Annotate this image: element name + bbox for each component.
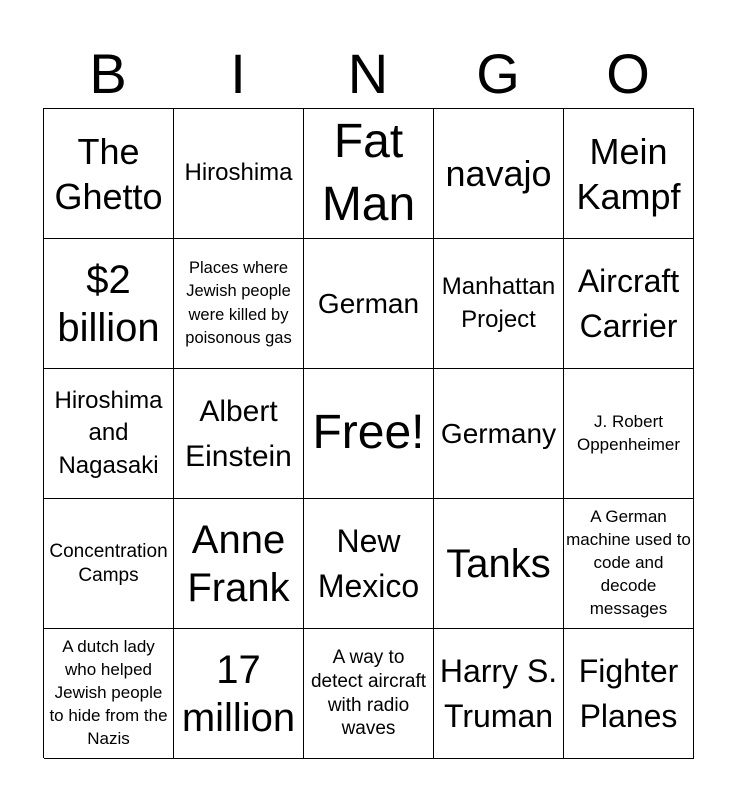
bingo-cell[interactable] [44,629,174,759]
free-space-label: Free! [312,406,425,460]
bingo-cell[interactable] [434,499,564,629]
bingo-cell[interactable] [564,109,694,239]
bingo-cell[interactable] [174,629,304,759]
bingo-cell-label: Germany [440,417,557,449]
bingo-cell[interactable] [564,239,694,369]
header-letter-g: G [476,42,520,105]
bingo-cell[interactable] [44,239,174,369]
bingo-cell[interactable] [44,369,174,499]
bingo-cell-label: A dutch lady who helped Jewish people to hide from the Nazis [49,637,168,748]
header-letter-b: B [89,42,127,105]
bingo-cell[interactable] [304,499,434,629]
bingo-cell[interactable] [304,239,434,369]
bingo-cell[interactable] [44,499,174,629]
bingo-cell[interactable] [174,239,304,369]
bingo-cell[interactable] [304,109,434,239]
bingo-cell-label: Fat Man [321,115,416,231]
bingo-cell-label: German [317,287,420,319]
bingo-cell[interactable] [174,499,304,629]
header-letter-n: N [347,42,389,105]
bingo-cell-label: Tanks [446,541,551,586]
bingo-cell[interactable] [174,369,304,499]
bingo-cell-label: Hiroshima [184,159,293,187]
bingo-cell[interactable] [434,369,564,499]
bingo-cell-label: Fighter Planes [578,652,679,734]
bingo-cell-label: Harry S. Truman [439,652,558,734]
bingo-card-grid [43,108,694,758]
bingo-cell-label: $2 billion [57,257,160,350]
header-letter-o: O [606,42,650,105]
bingo-cell-label: Manhattan Project [441,273,556,333]
bingo-cell[interactable] [564,499,694,629]
bingo-cell-label: navajo [445,153,552,194]
header-letter-i: I [230,42,246,105]
bingo-cell-label: A German machine used to code and decode messages [566,507,691,618]
bingo-cell-label: The Ghetto [54,130,163,217]
bingo-cell[interactable] [564,629,694,759]
bingo-cell-label: Mein Kampf [576,130,681,217]
bingo-cell[interactable] [174,109,304,239]
bingo-cell free-space[interactable] [304,369,434,499]
bingo-cell-label: A way to detect aircraft with radio waves [310,647,427,740]
bingo-cell-label: New Mexico [317,522,420,604]
bingo-cell-label: Anne Frank [187,517,290,610]
bingo-cell-label: Concentration Camps [49,540,168,586]
bingo-cell-label: Aircraft Carrier [577,262,680,344]
bingo-cell[interactable] [434,629,564,759]
bingo-cell-label: Albert Einstein [185,394,292,473]
bingo-header [43,40,693,108]
bingo-cell[interactable] [304,629,434,759]
bingo-cell[interactable] [434,239,564,369]
bingo-cell-label: Hiroshima and Nagasaki [54,386,163,479]
bingo-cell[interactable] [44,109,174,239]
bingo-cell[interactable] [434,109,564,239]
bingo-cell-label: J. Robert Oppenheimer [576,411,680,454]
bingo-cell[interactable] [564,369,694,499]
bingo-cell-label: Places where Jewish people were killed by poisonous gas [185,259,292,347]
bingo-cell-label: 17 million [181,647,296,740]
